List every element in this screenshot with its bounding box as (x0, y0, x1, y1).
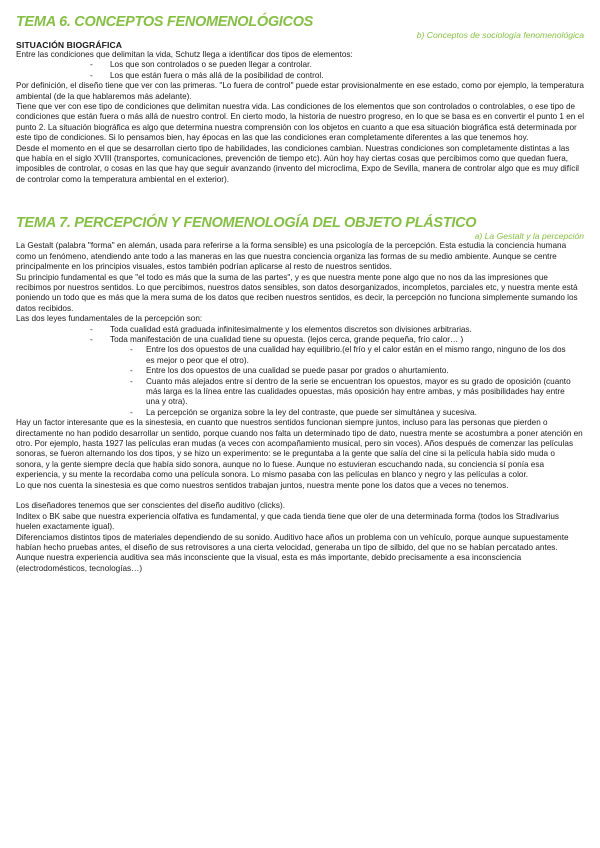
paragraph: Lo que nos cuenta la sinestesia es que como nuestros sentidos trabajan juntos, nuestra mente pone los datos que a veces no tenemos. (16, 480, 509, 490)
paragraph: Inditex o BK sabe que nuestra experiencia olfativa es fundamental, y que cada tienda tiene que oler de una determinada forma (todos los Stradivarius huelen exactamente igual). (16, 511, 559, 532)
list-item: - La percepción se organiza sobre la ley del contraste, que puede ser simultánea y sucesiva. (16, 408, 584, 418)
bullet-list (16, 60, 584, 81)
spacer (16, 491, 584, 501)
section-tema-6 (16, 0, 584, 185)
laws-list (16, 325, 584, 346)
section-subtitle: b) Conceptos de sociología fenomenológica (416, 30, 584, 40)
section-subtitle: a) La Gestalt y la percepción (474, 231, 584, 242)
list-item: - Los que están fuera o más allá de la posibilidad de control. (16, 71, 584, 81)
section-title: TEMA 7. PERCEPCIÓN Y FENOMENOLOGÍA DEL OBJETO PLÁSTICO (16, 215, 477, 232)
list-item: - Toda cualidad está graduada infinitesimalmente y los elementos discretos son divisiones arbitrarias. (16, 325, 584, 335)
sub-laws-list (16, 345, 584, 418)
subsection-heading: SITUACIÓN BIOGRÁFICA (16, 40, 123, 50)
paragraph: Tiene que ver con ese tipo de condiciones que delimitan nuestra vida. Las condiciones de los elementos que son controlados o controlables, o ese tipo de condiciones que están fuera o más allá de nuestro control. En cierto modo, la historia de nuestro progreso, en lo que se basa es en convertir el punto 1 en el punto 2. La situación biográfica es algo que determina nuestra comprensión con los objetos en cuanto a que esa situación biográfica está determinada por este tipo de condiciones. Si lo pensamos bien, hay épocas en las que las condiciones eran completamente diferentes a las que tenemos hoy. (16, 102, 585, 143)
section-tema-7 (16, 215, 584, 574)
paragraph: Por definición, el diseño tiene que ver con las primeras. "Lo fuera de control" puede estar provisionalmente en ese estado, como por ejemplo, la temperatura ambiental (de la que hablaremos más adelante). (16, 81, 584, 101)
list-item: - Entre los dos opuestos de una cualidad se puede pasar por grados o ahurtamiento. (16, 366, 584, 376)
paragraph: Diferenciamos distintos tipos de materiales dependiendo de su sonido. Auditivo hace años un problema con un vehículo, porque aunque supuestamente habían hecho pruebas antes, el diseño de sus retrovisores a una cierta velocidad, generaba un tipo de silbido, del que no se habían percatado antes. (16, 532, 569, 553)
paragraph: Los diseñadores tenemos que ser conscientes del diseño auditivo (clicks). (16, 501, 285, 511)
section-title: TEMA 6. CONCEPTOS FENOMENOLÓGICOS (16, 14, 314, 30)
paragraph: Entre las condiciones que delimitan la vida, Schutz llega a identificar dos tipos de elementos: (16, 50, 353, 59)
paragraph: Las dos leyes fundamentales de la percepción son: (16, 314, 203, 324)
paragraph: La Gestalt (palabra "forma" en alemán, usada para referirse a la forma sensible) es una psicología de la percepción. Esta estudia la conciencia humana como un fenómeno, atendiendo ante todo a las maneras en las que nuestra conciencia organiza las formas de su medio ambiente. Aunque se centre principalmente en los principios visuales, estos también podrían aplicarse al resto de nuestros sentidos. (16, 241, 567, 272)
paragraph: Hay un factor interesante que es la sinestesia, en cuanto que nuestros sentidos funcionan siempre juntos, incluso para las personas que pierden o directamente no han podido desarrollar un sentido, porque cuando nos falta un determinado tipo de dato, nuestra mente se acostumbra a poner atención en otro. Por ejemplo, hasta 1927 las películas eran mudas (a veces con acompañamiento musical, pero sin voces). Años después de comenzar las películas sonoras, se fueron alternando los dos tipos, y se hizo un experimento: se le preguntaba a la gente que salía del cine si la película había sido muda o sonora, y la gente siempre decía que había sido sonora, aunque no lo fuese. Aunque no estuvieran escuchando nada, su conciencia sí ponía esa experiencia, y su mente la recordaba como una película sonora. Lo mismo pasaba con las películas en blanco y negro y las películas a color. (16, 418, 583, 480)
paragraph: Desde el momento en el que se desarrollan cierto tipo de habilidades, las condiciones cambian. Nuestras condiciones son completamente distintas a las que había en el siglo XVIII (transportes, comunicaciones, prevención de tiempo etc). Aún hoy hay ciertas cosas que percibimos como que quedan fuera, imposibles de controlar, o cosas en las que hay que seguir avanzando (invento del microclima, Expo de Sevilla, manera de controlar algo que es muy difícil de controlar como la temperatura ambiental en el exterior). (16, 143, 579, 184)
list-item: - Los que son controlados o se pueden llegar a controlar. (16, 60, 584, 70)
paragraph: Su principio fundamental es que "el todo es más que la suma de las partes", y es que nuestra mente pone algo que no nos da las impresiones que recibimos por nuestros sentidos. Lo que percibimos, nuestros datos sensibles, son datos desorganizados, incompletos, parciales etc, y nuestra mente está poniendo un todo que es más que la mera suma de los datos que reciben nuestros sentidos, es decir, la percepción no funciona simplemente sumando los datos recibidos. (16, 272, 578, 313)
list-item: - Entre los dos opuestos de una cualidad hay equilibrio.(el frío y el calor están en el mismo rango, ninguno de los dos es mejor o peor que el otro). (16, 345, 584, 366)
list-item: - Toda manifestación de una cualidad tiene su opuesta. (lejos cerca, grande pequeña, frío calor… ) (16, 335, 584, 345)
list-item: - Cuanto más alejados entre sí dentro de la serie se encuentran los opuestos, mayor es su grado de oposición (cuanto más larga es la línea entre las cualidades opuestas, más oposición hay entre ambas, y más posibilidades hay entre una y otra). (16, 377, 584, 408)
paragraph: Aunque nuestra experiencia auditiva sea más inconsciente que la visual, esta es más importante, debido precisamente a esa inconsciencia (electrodomésticos, tecnologías…) (16, 553, 522, 573)
